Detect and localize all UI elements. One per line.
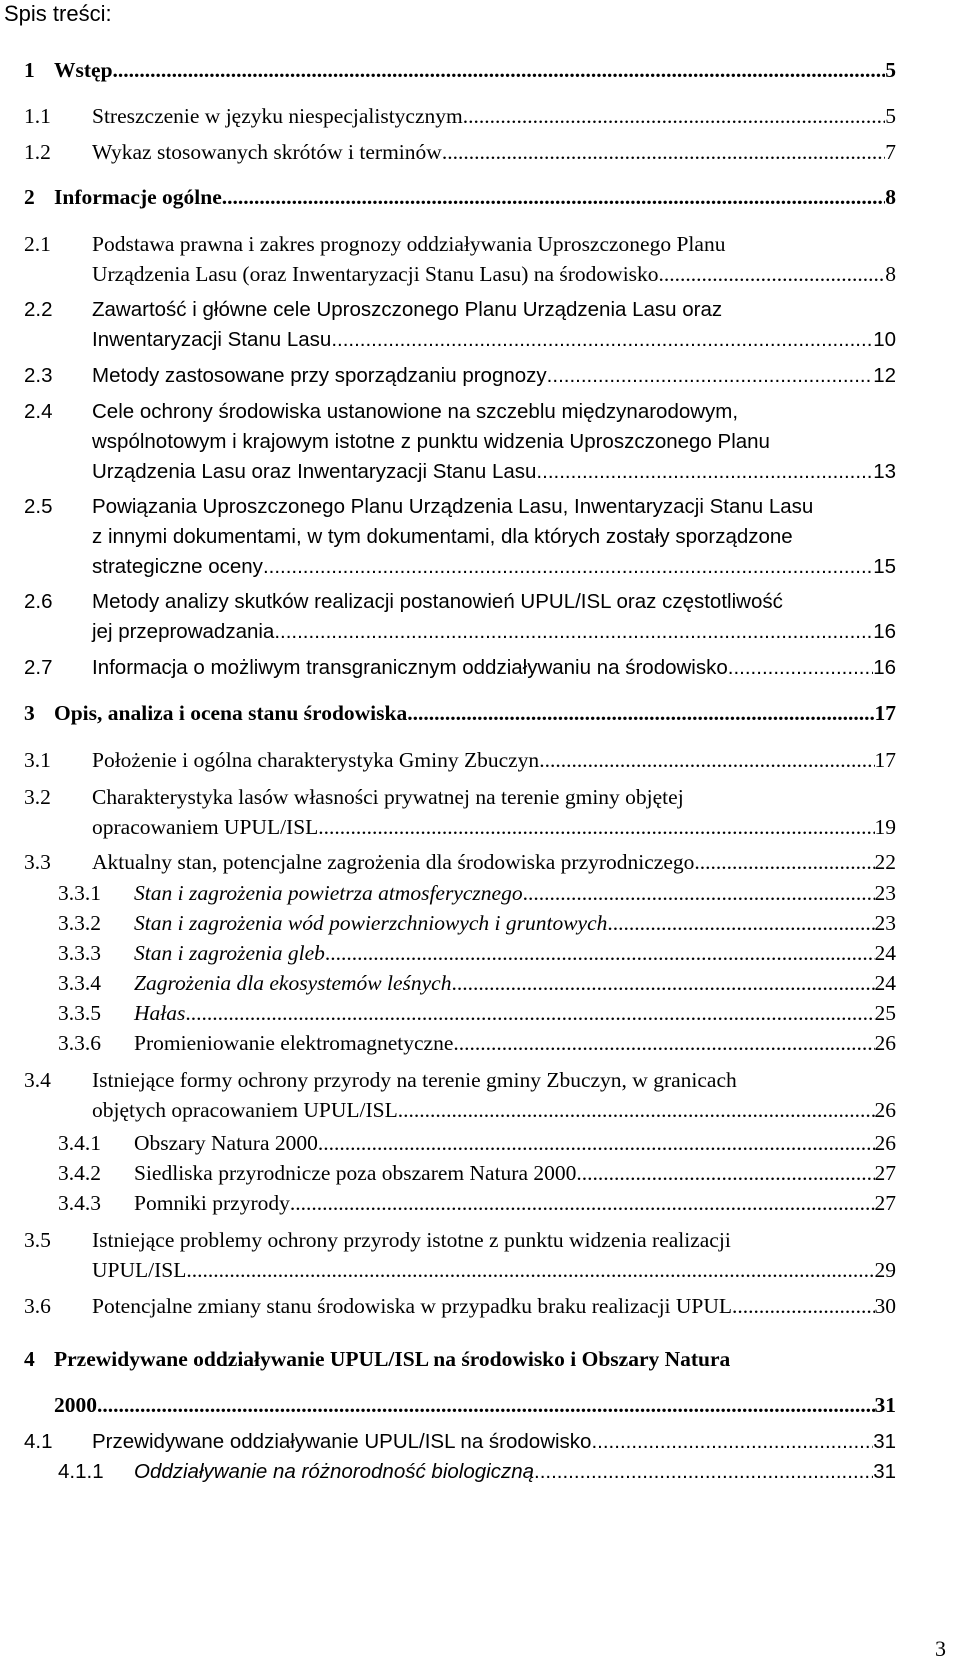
page-number: 3 [935,1636,946,1661]
dot-leader [274,617,873,647]
dot-leader [222,182,885,212]
dot-leader [463,101,886,131]
toc-entry-number: 4.1.1 [58,1460,104,1483]
toc-entry-number: 1.2 [24,140,51,164]
toc-entry-title-line: Istniejące formy ochrony przyrody na terenie gminy Zbuczyn, w granicach [92,1068,737,1092]
toc-entry-number: 2 [24,185,35,209]
dot-leader [318,1128,875,1158]
toc-entry-title: strategiczne oceny [92,555,263,578]
dot-leader [325,938,875,968]
toc-entry-number: 2.4 [24,400,53,423]
toc-entry-title: Siedliska przyrodnicze poza obszarem Natura 2000 [134,1161,577,1185]
toc-entry-page: 15 [873,555,896,578]
toc-entry-number: 3.4.1 [58,1131,101,1155]
toc-entry-page: 24 [874,941,896,965]
toc-entry-number: 3.6 [24,1294,51,1318]
toc-entry-number: 4 [24,1347,35,1371]
toc-entry-number: 2.7 [24,656,53,679]
toc-entry-page: 23 [874,911,896,935]
dot-leader [97,1382,875,1428]
toc-entry-title: 2000 [54,1393,97,1417]
toc-entry-page: 29 [874,1258,896,1282]
toc-entry-number: 3.4 [24,1068,51,1092]
toc-entry-number: 2.5 [24,495,53,518]
toc-entry-title: Wstęp [54,58,113,82]
toc-entry-title-line: Metody analizy skutków realizacji postanowień UPUL/ISL oraz częstotliwość [92,590,783,613]
toc-entry-title: Inwentaryzacji Stanu Lasu [92,328,332,351]
toc-entry-title-line: Zawartość i główne cele Uproszczonego Planu Urządzenia Lasu oraz [92,298,723,321]
toc-entry-number: 3.1 [24,748,51,772]
toc-entry-title: Aktualny stan, potencjalne zagrożenia dla środowiska przyrodniczego [92,850,695,874]
toc-entry-number: 3.3.6 [58,1031,101,1055]
toc-entry-title: Urządzenia Lasu (oraz Inwentaryzacji Stanu Lasu) na środowisko [92,262,659,286]
toc-entry-number: 3.2 [24,785,51,809]
toc-entry-title: Wykaz stosowanych skrótów i terminów [92,140,442,164]
toc-entry-page: 30 [874,1294,896,1318]
toc-entry-number: 3.3 [24,850,51,874]
toc-entry-number: 3.3.4 [58,971,101,995]
toc-entry-page: 19 [874,815,896,839]
toc-entry-title: Położenie i ogólna charakterystyka Gminy Zbuczyn [92,748,540,772]
toc-entry-title-line: z innymi dokumentami, w tym dokumentami, dla których zostały sporządzone [92,525,793,548]
toc-entry-title: Streszczenie w języku niespecjalistycznym [92,104,463,128]
dot-leader [442,137,885,167]
page-title: Spis treści: [4,1,112,26]
toc-entry-page: 27 [874,1191,896,1215]
toc-entry-number: 3.5 [24,1228,51,1252]
dot-leader [534,1457,873,1487]
toc-entry-title: Opis, analiza i ocena stanu środowiska [54,701,408,725]
toc-entry-page: 31 [873,1460,896,1483]
dot-leader [186,1255,874,1285]
toc-entry-number: 3.3.3 [58,941,101,965]
toc-entry-title: jej przeprowadzania [92,620,275,643]
toc-entry-title: Potencjalne zmiany stanu środowiska w przypadku braku realizacji UPUL [92,1294,733,1318]
dot-leader [318,812,874,842]
toc-entry-page: 17 [874,701,896,725]
dot-leader [398,1095,875,1125]
dot-leader [113,55,886,85]
dot-leader [732,1291,874,1321]
dot-leader [576,1158,874,1188]
toc-entry-page: 8 [885,185,896,209]
toc-entry-page: 16 [873,656,896,679]
dot-leader [185,998,874,1028]
toc-entry-number: 1.1 [24,104,51,128]
toc-entry-number: 2.6 [24,590,53,613]
toc-entry-title-line: wspólnotowym i krajowym istotne z punktu widzenia Uproszczonego Planu [92,430,770,453]
toc-entry-page: 10 [873,328,896,351]
toc-entry-title-line: Istniejące problemy ochrony przyrody istotne z punktu widzenia realizacji [92,1228,731,1252]
dot-leader [331,325,873,355]
toc-entry-page: 16 [873,620,896,643]
toc-entry-title: Hałas [134,1001,186,1025]
dot-leader [407,698,874,728]
toc-entry-page: 5 [885,104,896,128]
toc-entry-page: 26 [874,1031,896,1055]
dot-leader [547,361,874,391]
toc-entry-title: Metody zastosowane przy sporządzaniu prognozy [92,364,547,387]
toc-entry-page: 25 [874,1001,896,1025]
toc-entry-page: 13 [873,460,896,483]
toc-entry-number: 3.3.5 [58,1001,101,1025]
toc-entry-title: Zagrożenia dla ekosystemów leśnych [134,971,452,995]
toc-entry-title: Informacja o możliwym transgranicznym oddziaływaniu na środowisko [92,656,728,679]
toc-entry-title: Stan i zagrożenia wód powierzchniowych i gruntowych [134,911,608,935]
toc-entry-number: 3.3.2 [58,911,101,935]
toc-entry-page: 26 [874,1131,896,1155]
toc-entry-page: 5 [885,58,896,82]
dot-leader [536,457,873,487]
toc-entry-title: Urządzenia Lasu oraz Inwentaryzacji Stanu Lasu [92,460,537,483]
toc-entry-title-line: Charakterystyka lasów własności prywatnej na terenie gminy objętej [92,785,684,809]
toc-entry-page: 24 [874,971,896,995]
toc-entry-number: 2.1 [24,232,51,256]
toc-entry-title-line: Podstawa prawna i zakres prognozy oddziaływania Uproszczonego Planu [92,232,726,256]
toc-entry-title: opracowaniem UPUL/ISL [92,815,319,839]
dot-leader [607,908,874,938]
toc-entry-page: 27 [874,1161,896,1185]
toc-entry-title: Przewidywane oddziaływanie UPUL/ISL na środowisko [92,1430,592,1453]
toc-entry-title-line: Przewidywane oddziaływanie UPUL/ISL na środowisko i Obszary Natura [54,1347,731,1371]
dot-leader [290,1188,875,1218]
dot-leader [728,653,873,683]
dot-leader [451,968,874,998]
toc-entry-page: 26 [874,1098,896,1122]
dot-leader [591,1427,873,1457]
toc-entry-number: 4.1 [24,1430,53,1453]
toc-entry-title: Informacje ogólne [54,185,222,209]
dot-leader [539,745,874,775]
toc-entry-number: 3 [24,701,35,725]
toc-entry-title: Stan i zagrożenia powietrza atmosferycznego [134,881,523,905]
toc-entry-number: 1 [24,58,35,82]
toc-entry-number: 3.4.2 [58,1161,101,1185]
toc-entry-page: 7 [885,140,896,164]
toc-entry-title: Obszary Natura 2000 [134,1131,318,1155]
dot-leader [659,259,886,289]
toc-entry-title: UPUL/ISL [92,1258,187,1282]
toc-entry-number: 3.3.1 [58,881,101,905]
toc-entry-title-line: Powiązania Uproszczonego Planu Urządzenia Lasu, Inwentaryzacji Stanu Lasu [92,495,814,518]
toc-entry-page: 17 [874,748,896,772]
toc-entry-page: 23 [874,881,896,905]
toc-entry-page: 22 [874,850,896,874]
toc-entry-page: 12 [873,364,896,387]
toc-entry-title: Stan i zagrożenia gleb [134,941,325,965]
toc-entry-page: 31 [873,1430,896,1453]
toc-entry-title: Promieniowanie elektromagnetyczne [134,1031,454,1055]
toc-entry-number: 2.2 [24,298,53,321]
toc-entry-title: Pomniki przyrody [134,1191,290,1215]
toc-entry-number: 3.4.3 [58,1191,101,1215]
dot-leader [694,847,874,877]
toc-entry-title: objętych opracowaniem UPUL/ISL [92,1098,398,1122]
toc-entry-page: 8 [885,262,896,286]
toc-entry-title-line: Cele ochrony środowiska ustanowione na szczeblu międzynarodowym, [92,400,739,423]
toc-entry-number: 2.3 [24,364,53,387]
toc-entry-page: 31 [874,1393,896,1417]
dot-leader [453,1028,874,1058]
dot-leader [523,878,875,908]
dot-leader [263,552,873,582]
toc-entry-title: Oddziaływanie na różnorodność biologiczną [134,1460,534,1483]
